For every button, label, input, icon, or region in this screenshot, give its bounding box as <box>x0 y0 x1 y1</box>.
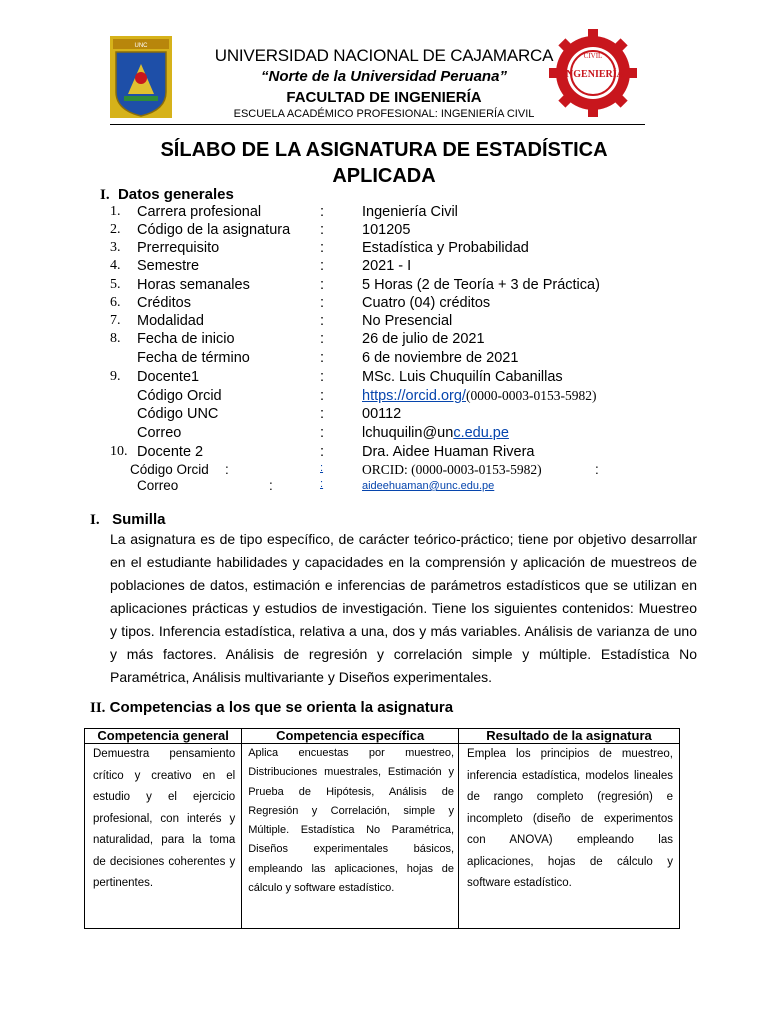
row-value: Estadística y Probabilidad <box>362 240 529 256</box>
row-number: 3. <box>110 240 121 255</box>
email-link[interactable]: c.edu.pe <box>453 425 509 441</box>
colon: : <box>320 425 325 441</box>
colon: : <box>320 388 325 404</box>
colon: : <box>320 350 325 366</box>
datos-row <box>0 331 768 349</box>
datos-row <box>0 222 768 240</box>
row-number: 1. <box>110 204 121 219</box>
docente2-orcid-label: Código Orcid <box>130 462 209 477</box>
document-title-line2: APLICADA <box>332 165 436 187</box>
row-label: Semestre <box>137 258 200 274</box>
datos-row <box>0 425 768 443</box>
datos-row <box>0 313 768 331</box>
row-label: Prerrequisito <box>137 240 220 256</box>
column-header: Resultado de la asignatura <box>459 729 680 744</box>
sumilla-text: La asignatura es de tipo específico, de carácter teórico-práctico; tiene por objetivo desarrollar en el estudiante habilidades y capacidades en la comprensión y aplicación de muestreos de poblaciones de datos, estimación e inferencias de parámetros estadísticos que se utilizan en aplicaciones prácticas y estudios de investigación. Tiene los siguientes contenidos: Muestreo y tipos. Inferencia estadística, relativa a una, dos y más variables. Análisis de varianza de uno y más factores. Análisis de regresión y correlación simple y múltiple. Estadística No Paramétrica, Análisis multivariante y Diseños experimentales. <box>110 531 697 685</box>
docente2-email-label: Correo <box>137 478 179 493</box>
column-header: Competencia específica <box>242 729 459 744</box>
datos-row <box>0 240 768 258</box>
row-value: 00112 <box>362 406 402 422</box>
datos-row <box>0 444 768 462</box>
svg-text:INGENIERÍA: INGENIERÍA <box>562 69 624 80</box>
datos-row <box>0 258 768 276</box>
row-value: No Presencial <box>362 313 453 329</box>
school-name: ESCUELA ACADÉMICO PROFESIONAL: INGENIERÍA CIVIL <box>233 108 535 120</box>
row-value: 2021 - I <box>362 258 412 274</box>
section-number: I. <box>90 512 100 528</box>
row-label: Fecha de término <box>137 350 250 366</box>
colon: : <box>320 222 325 238</box>
row-value <box>362 425 509 441</box>
row-value: 6 de noviembre de 2021 <box>362 350 519 366</box>
section-number: II. <box>90 700 106 716</box>
colon: : <box>320 204 325 220</box>
svg-text:UNC: UNC <box>134 43 148 49</box>
colon: : <box>320 240 325 256</box>
row-number: 6. <box>110 295 121 310</box>
row-label: Créditos <box>137 295 191 311</box>
row-value: Dra. Aidee Huaman Rivera <box>362 444 535 460</box>
docente2-email-row <box>137 478 757 496</box>
table-cell: Demuestra pensamiento crítico y creativo en el estudio y el ejercicio profesional, con interés y naturalidad, para la toma de decisiones coherentes y pertinentes. <box>85 744 242 929</box>
university-name: UNIVERSIDAD NACIONAL DE CAJAMARCA <box>214 46 554 65</box>
colon: : <box>320 313 325 329</box>
table-row <box>85 744 680 929</box>
email-text: lchuquilin@un <box>362 425 454 441</box>
row-number: 10. <box>110 444 128 459</box>
row-number: 7. <box>110 313 121 328</box>
datos-row <box>0 388 768 406</box>
row-number: 2. <box>110 222 121 237</box>
orcid-code: (0000-0003-0153-5982) <box>465 388 597 403</box>
row-label: Docente1 <box>137 369 200 385</box>
colon: : <box>269 478 273 493</box>
table-cell: Aplica encuestas por muestreo, Distribuciones muestrales, Estimación y Prueba de Hipótesis, Análisis de Regresión y Correlación, simple y Múltiple. Estadística No Paramétrica, Diseños experimentales básicos, empleando las aplicaciones, hojas de cálculo y software estadístico. <box>242 744 459 929</box>
colon: : <box>320 277 325 293</box>
colon: : <box>225 462 229 477</box>
row-value: 101205 <box>362 222 411 238</box>
svg-text:CIVIL: CIVIL <box>583 52 603 60</box>
colon: : <box>320 444 325 460</box>
faculty-name: FACULTAD DE INGENIERÍA <box>286 89 482 106</box>
colon-link: : <box>320 462 324 474</box>
table-header-row <box>85 729 680 744</box>
row-label: Código de la asignatura <box>137 222 291 238</box>
datos-row <box>0 369 768 387</box>
colon-link: : <box>320 478 324 490</box>
section-datos-heading <box>100 186 234 204</box>
section-title: Competencias a los que se orienta la asignatura <box>109 699 454 716</box>
row-number: 4. <box>110 258 121 273</box>
row-value: Ingeniería Civil <box>362 204 458 220</box>
docente2-orcid-value: ORCID: (0000-0003-0153-5982) <box>362 462 542 477</box>
datos-row <box>0 350 768 368</box>
row-label: Docente 2 <box>137 444 204 460</box>
row-value: Cuatro (04) créditos <box>362 295 491 311</box>
section-competencias-heading <box>90 699 453 717</box>
row-label: Fecha de inicio <box>137 331 235 347</box>
row-value: 26 de julio de 2021 <box>362 331 485 347</box>
colon: : <box>595 462 599 477</box>
row-label: Modalidad <box>137 313 204 329</box>
datos-row <box>0 406 768 424</box>
competencias-table <box>84 728 680 929</box>
row-label: Horas semanales <box>137 277 250 293</box>
column-header: Competencia general <box>85 729 242 744</box>
orcid-link[interactable]: https://orcid.org/ <box>362 388 466 404</box>
row-label: Código Orcid <box>137 388 222 404</box>
colon: : <box>320 331 325 347</box>
section-title: Sumilla <box>112 511 166 528</box>
row-value: MSc. Luis Chuquilín Cabanillas <box>362 369 563 385</box>
row-number: 9. <box>110 369 121 384</box>
row-label: Correo <box>137 425 182 441</box>
table-cell: Emplea los principios de muestreo, inferencia estadística, modelos lineales de rango completo (regresión) e incompleto (diseño de experimentos con ANOVA) empleando las aplicaciones, hojas de cálculo y software estadístico. <box>459 744 680 929</box>
row-value: 5 Horas (2 de Teoría + 3 de Práctica) <box>362 277 600 293</box>
docente2-email-link[interactable]: aideehuaman@unc.edu.pe <box>362 480 495 492</box>
row-label: Código UNC <box>137 406 219 422</box>
datos-row <box>0 204 768 222</box>
university-motto: “Norte de la Universidad Peruana” <box>261 68 507 85</box>
colon: : <box>320 406 325 422</box>
email-blank-link[interactable] <box>326 480 356 492</box>
row-number: 8. <box>110 331 121 346</box>
document-title-line1: SÍLABO DE LA ASIGNATURA DE ESTADÍSTICA <box>160 139 608 161</box>
orcid-blank-link[interactable] <box>326 462 362 476</box>
datos-row <box>0 277 768 295</box>
document-title <box>0 137 768 189</box>
colon: : <box>320 369 325 385</box>
header-divider <box>110 124 645 125</box>
colon: : <box>320 258 325 274</box>
row-value <box>362 388 596 404</box>
section-title: Datos generales <box>117 186 234 203</box>
row-number: 5. <box>110 277 121 292</box>
section-sumilla-heading <box>90 511 165 529</box>
datos-row <box>0 295 768 313</box>
section-number: I. <box>100 187 110 203</box>
colon: : <box>320 295 325 311</box>
row-label: Carrera profesional <box>137 204 262 220</box>
